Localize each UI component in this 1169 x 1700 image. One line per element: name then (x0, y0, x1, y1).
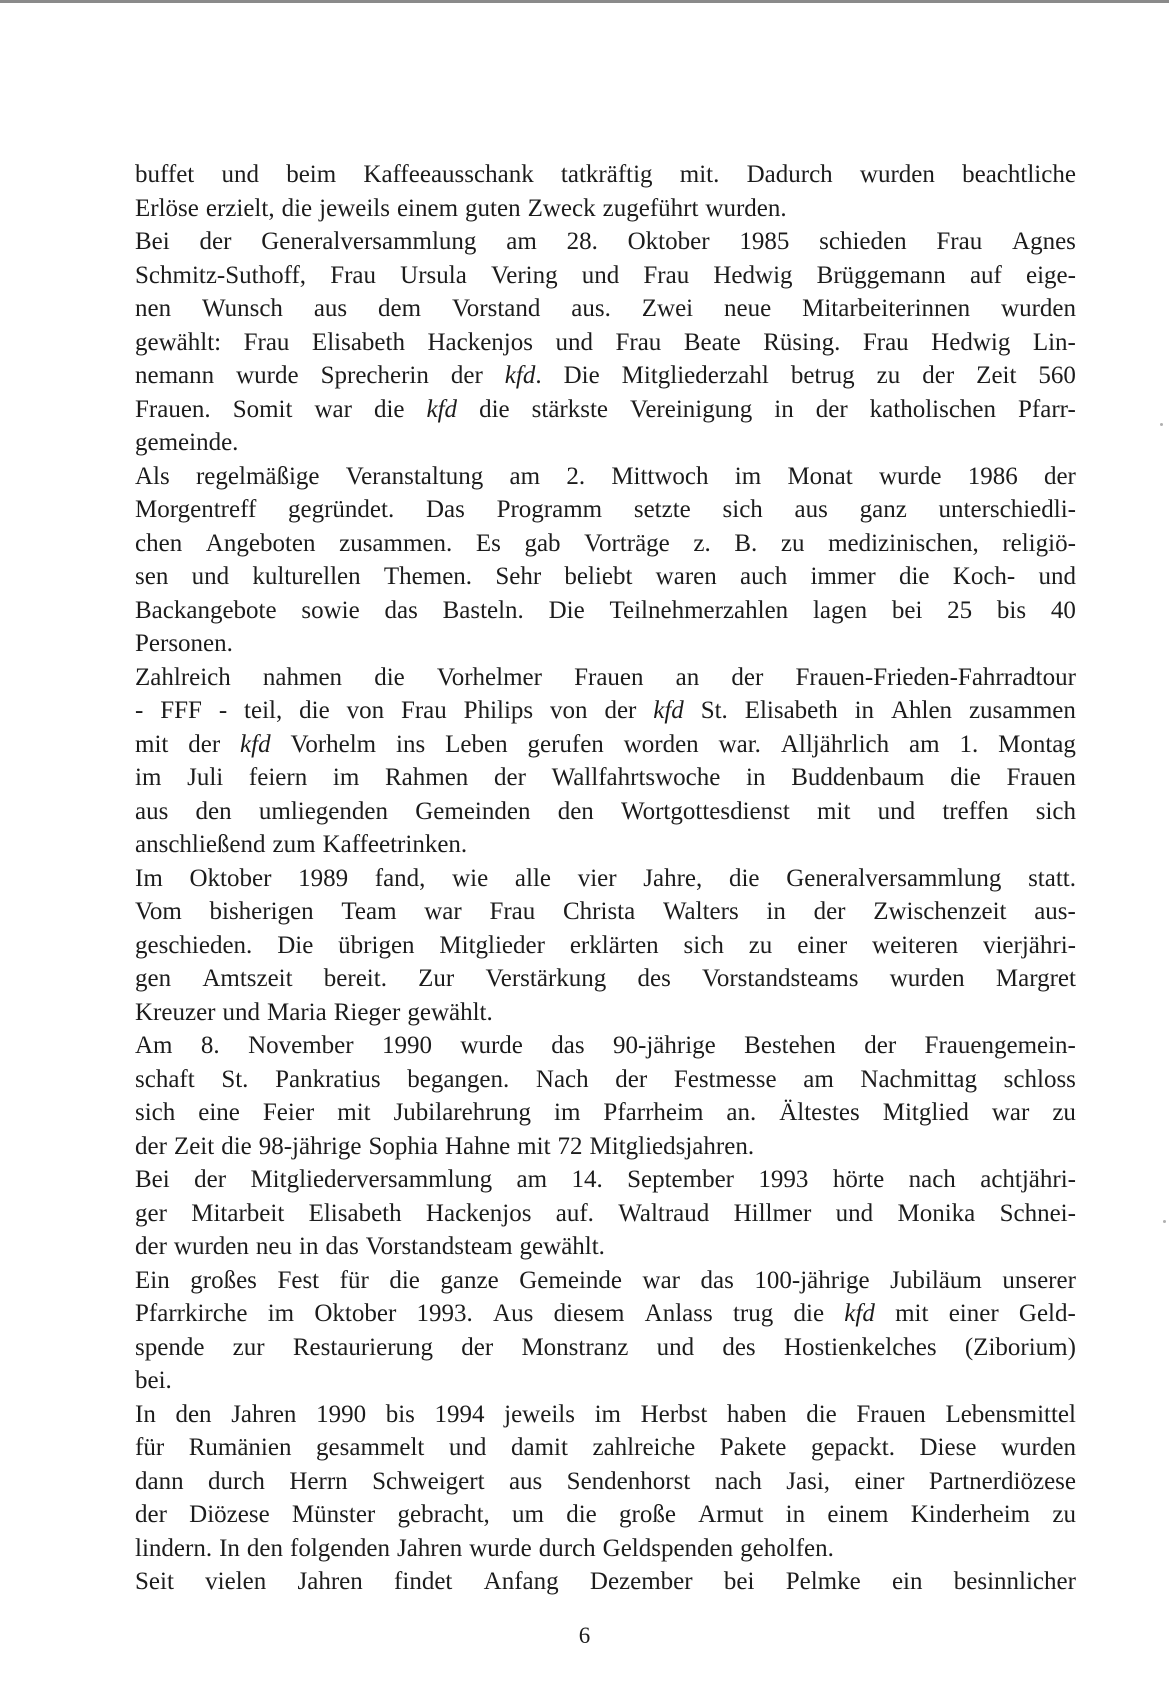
text-line: Bei der Generalversammlung am 28. Oktober 1985 schieden Frau Agnes (135, 228, 1076, 255)
text-line: nen Wunsch aus dem Vorstand aus. Zwei neue Mitarbeiterinnen wurden (135, 295, 1076, 322)
text-line: mit der kfd Vorhelm ins Leben gerufen worden war. Alljährlich am 1. Montag (135, 730, 1076, 758)
text-line: sen und kulturellen Themen. Sehr beliebt waren auch immer die Koch- und (135, 563, 1076, 590)
text-line: Bei der Mitgliederversammlung am 14. September 1993 hörte nach achtjähri- (135, 1166, 1076, 1193)
text-line: gemeinde. (135, 429, 239, 456)
text-line: Personen. (135, 630, 233, 657)
text-line: buffet und beim Kaffeeausschank tatkräftig mit. Dadurch wurden beachtliche (135, 161, 1076, 188)
page-number: 6 (578, 1623, 591, 1648)
text-line: gewählt: Frau Elisabeth Hackenjos und Frau Beate Rüsing. Frau Hedwig Lin- (135, 328, 1076, 356)
text-line: der Diözese Münster gebracht, um die große Armut in einem Kinderheim zu (135, 1501, 1076, 1528)
text-line: bei. (135, 1367, 172, 1394)
text-line: Ein großes Fest für die ganze Gemeinde war das 100-jährige Jubiläum unserer (135, 1266, 1076, 1294)
text-line: Erlöse erzielt, die jeweils einem guten Zweck zugeführt wurden. (135, 194, 787, 222)
text-line: chen Angeboten zusammen. Es gab Vorträge z. B. zu medizinischen, religiö- (135, 529, 1076, 557)
text-line: schaft St. Pankratius begangen. Nach der Festmesse am Nachmittag schloss (135, 1065, 1076, 1093)
text-line: In den Jahren 1990 bis 1994 jeweils im Herbst haben die Frauen Lebensmittel (135, 1400, 1076, 1428)
text-line: - FFF - teil, die von Frau Philips von der kfd St. Elisabeth in Ahlen zusammen (135, 697, 1076, 724)
text-line: Am 8. November 1990 wurde das 90-jährige Bestehen der Frauengemein- (135, 1032, 1076, 1059)
text-line: Frauen. Somit war die kfd die stärkste Vereinigung in der katholischen Pfarr- (135, 395, 1076, 423)
text-line: Pfarrkirche im Oktober 1993. Aus diesem Anlass trug die kfd mit einer Geld- (135, 1300, 1076, 1327)
scan-top-edge (0, 0, 1169, 3)
text-line: im Juli feiern im Rahmen der Wallfahrtswoche in Buddenbaum die Frauen (135, 764, 1076, 791)
scan-speck (1163, 1220, 1166, 1223)
text-line: ger Mitarbeit Elisabeth Hackenjos auf. Waltraud Hillmer und Monika Schnei- (135, 1199, 1076, 1227)
text-line: geschieden. Die übrigen Mitglieder erklärten sich zu einer weiteren vierjähri- (135, 931, 1076, 959)
text-line: sich eine Feier mit Jubilarehrung im Pfarrheim an. Ältestes Mitglied war zu (135, 1099, 1076, 1126)
text-line: der Zeit die 98-jährige Sophia Hahne mit 72 Mitgliedsjahren. (135, 1132, 755, 1160)
text-line: nemann wurde Sprecherin der kfd. Die Mitgliederzahl betrug zu der Zeit 560 (135, 362, 1076, 389)
text-line: Morgentreff gegründet. Das Programm setzte sich aus ganz unterschiedli- (135, 496, 1076, 523)
text-line: spende zur Restaurierung der Monstranz und des Hostienkelches (Ziborium) (135, 1333, 1076, 1361)
text-line: lindern. In den folgenden Jahren wurde durch Geldspenden geholfen. (135, 1534, 834, 1562)
text-line: Zahlreich nahmen die Vorhelmer Frauen an der Frauen-Frieden-Fahrradtour (135, 663, 1076, 691)
text-line: für Rumänien gesammelt und damit zahlreiche Pakete gepackt. Diese wurden (135, 1434, 1076, 1461)
body-text (135, 158, 1076, 1599)
scan-speck (1160, 423, 1163, 426)
text-line: gen Amtszeit bereit. Zur Verstärkung des Vorstandsteams wurden Margret (135, 965, 1076, 992)
text-line: Als regelmäßige Veranstaltung am 2. Mittwoch im Monat wurde 1986 der (135, 462, 1076, 490)
text-line: Backangebote sowie das Basteln. Die Teilnehmerzahlen lagen bei 25 bis 40 (135, 596, 1076, 624)
text-line: anschließend zum Kaffeetrinken. (135, 831, 468, 858)
text-line: dann durch Herrn Schweigert aus Sendenhorst nach Jasi, einer Partnerdiözese (135, 1467, 1076, 1495)
text-line: der wurden neu in das Vorstandsteam gewählt. (135, 1233, 605, 1260)
text-line: Seit vielen Jahren findet Anfang Dezember bei Pelmke ein besinnlicher (135, 1568, 1076, 1595)
text-line: Im Oktober 1989 fand, wie alle vier Jahre, die Generalversammlung statt. (135, 864, 1076, 892)
text-line: aus den umliegenden Gemeinden den Wortgottesdienst mit und treffen sich (135, 797, 1076, 825)
text-line: Vom bisherigen Team war Frau Christa Walters in der Zwischenzeit aus- (135, 898, 1076, 925)
text-line: Kreuzer und Maria Rieger gewählt. (135, 998, 493, 1026)
text-line: Schmitz-Suthoff, Frau Ursula Vering und Frau Hedwig Brüggemann auf eige- (135, 261, 1076, 289)
